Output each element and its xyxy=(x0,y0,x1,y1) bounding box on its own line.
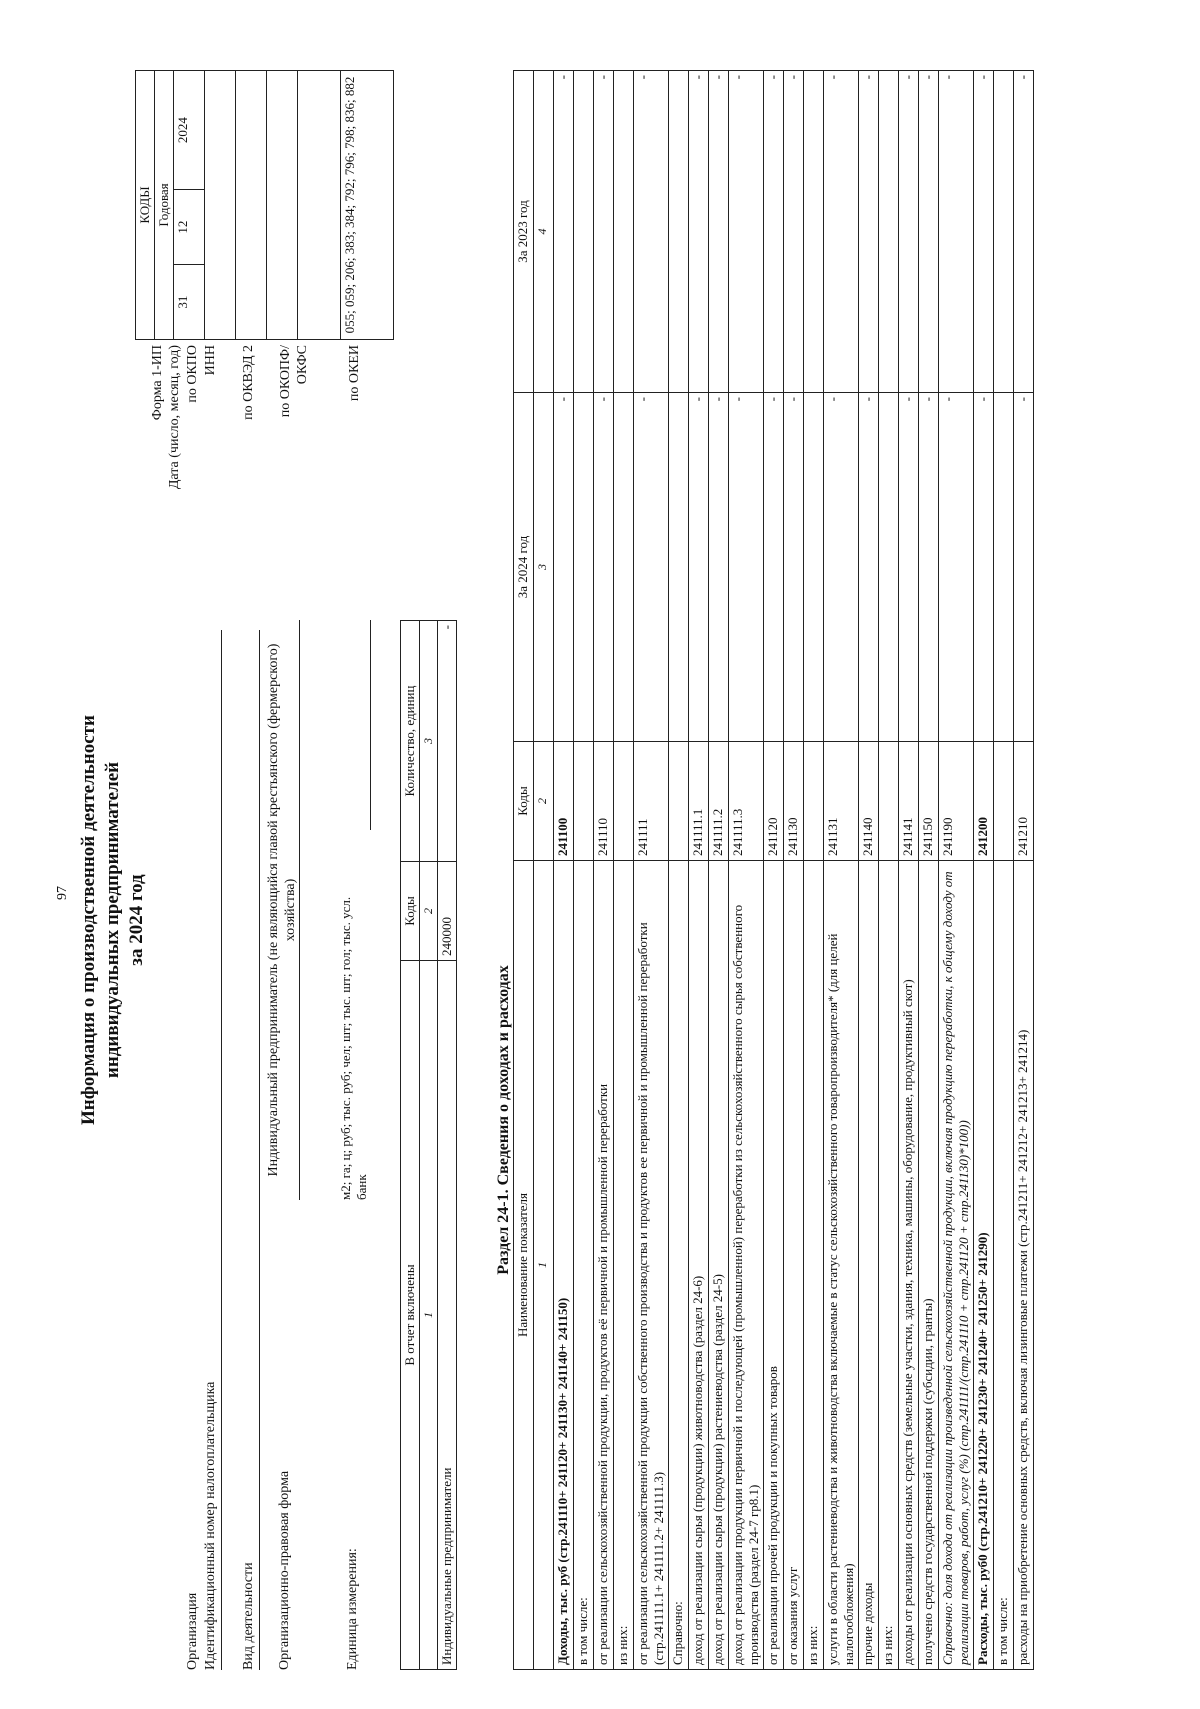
table-row xyxy=(974,71,994,1670)
included-index-3: 3 xyxy=(420,621,438,862)
row-value-2023: - xyxy=(859,71,879,393)
row-value-2024: - xyxy=(709,393,729,742)
row-value-2023 xyxy=(804,71,824,393)
row-code: 241141 xyxy=(899,742,919,861)
included-table xyxy=(400,620,457,1670)
row-name: доход от реализации продукции первичной и последующей (промышленной) переработки из сельскохозяйственного сырья собственного производства (раздел 24-7 гр8.1) xyxy=(729,861,764,1670)
row-value-2024 xyxy=(994,393,1014,742)
row-value-2024 xyxy=(574,393,594,742)
day-cell: 31 xyxy=(174,265,205,340)
row-value-2023 xyxy=(994,71,1014,393)
table-row xyxy=(689,71,709,1670)
row-name: доход от реализации сырья (продукции) растениеводства (раздел 24-5) xyxy=(709,861,729,1670)
table-row xyxy=(804,71,824,1670)
row-value-2023 xyxy=(574,71,594,393)
row-value-2023: - xyxy=(784,71,804,393)
okved-label: по ОКВЭД 2 xyxy=(241,345,256,420)
document-title xyxy=(77,500,149,1340)
title-line-3: за 2024 год xyxy=(126,874,147,966)
header-2024: За 2024 год xyxy=(514,393,534,742)
included-index-2: 2 xyxy=(420,862,438,961)
index-2: 2 xyxy=(534,742,554,861)
row-name: услуги в области растениеводства и животноводства включаемые в статус сельскохозяйственного товаропроизводителя* (для целей налогообложения) xyxy=(824,861,859,1670)
row-code xyxy=(669,742,689,861)
row-value-2023 xyxy=(669,71,689,393)
included-header-code: Коды xyxy=(401,862,420,961)
row-value-2024 xyxy=(804,393,824,742)
table-row xyxy=(899,71,919,1670)
row-value-2023: - xyxy=(634,71,669,393)
table-row xyxy=(554,71,574,1670)
organization-label: Организация xyxy=(185,1592,200,1670)
table-row xyxy=(859,71,879,1670)
row-code: 241120 xyxy=(764,742,784,861)
row-value-2023: - xyxy=(709,71,729,393)
row-name: в том числе: xyxy=(994,861,1014,1670)
row-value-2023: - xyxy=(919,71,939,393)
inn-cell xyxy=(236,71,267,340)
inn-label: ИНН xyxy=(203,345,218,376)
activity-label: Вид деятельности xyxy=(241,1562,256,1670)
row-code: 241100 xyxy=(554,742,574,861)
row-code: 241131 xyxy=(824,742,859,861)
header-code: Коды xyxy=(514,742,534,861)
unit-underline xyxy=(370,620,371,830)
row-code: 241111.2 xyxy=(709,742,729,861)
row-code: 241111.1 xyxy=(689,742,709,861)
inn-underline xyxy=(205,630,222,1670)
row-name: Расходы, тыс. руб0 (стр.241210+ 241220+ 241230+ 241240+ 241250+ 241290) xyxy=(974,861,994,1670)
row-value-2024: - xyxy=(1014,393,1034,742)
table-row xyxy=(784,71,804,1670)
table-row xyxy=(1014,71,1034,1670)
row-value-2024: - xyxy=(974,393,994,742)
year-cell: 2024 xyxy=(174,71,205,190)
row-name: от реализации сельскохозяйственной продукции собственного производства и продуктов ее первичной и промышленной переработки (стр.241111.1+ 241111.2+ 241111.3) xyxy=(634,861,669,1670)
included-row-code: 240000 xyxy=(438,862,457,961)
row-value-2023 xyxy=(614,71,634,393)
row-value-2023: - xyxy=(594,71,614,393)
row-value-2024: - xyxy=(859,393,879,742)
row-name: Справочно: доля дохода от реализации произведенной сельскохозяйственной продукции, включая продукцию переработки, к общему доходу от реализации товаров, работ, услуг (%) (стр.241111/(стр.241110 + стр.241120 + стр.241130)*100)) xyxy=(939,861,974,1670)
table-row xyxy=(574,71,594,1670)
row-value-2023: - xyxy=(1014,71,1034,393)
row-code xyxy=(879,742,899,861)
row-value-2023: - xyxy=(554,71,574,393)
table-row xyxy=(879,71,899,1670)
page-number: 97 xyxy=(55,886,70,900)
row-code: 241210 xyxy=(1014,742,1034,861)
row-code: 241130 xyxy=(784,742,804,861)
index-4: 4 xyxy=(534,71,554,393)
row-value-2024: - xyxy=(634,393,669,742)
row-code: 241111 xyxy=(634,742,669,861)
section-title: Раздел 24-1. Сведения о доходах и расходах xyxy=(495,965,512,1275)
row-name: Доходы, тыс. руб (стр.241110+ 241120+ 241130+ 241140+ 241150) xyxy=(554,861,574,1670)
row-name: в том числе: xyxy=(574,861,594,1670)
codes-box xyxy=(135,70,394,340)
included-header-qty: Количество, единиц xyxy=(401,621,420,862)
row-value-2023: - xyxy=(939,71,974,393)
row-code: 241110 xyxy=(594,742,614,861)
row-name: из них: xyxy=(804,861,824,1670)
row-value-2023: - xyxy=(689,71,709,393)
row-value-2024: - xyxy=(899,393,919,742)
row-value-2024: - xyxy=(729,393,764,742)
table-row xyxy=(634,71,669,1670)
rotated-document xyxy=(55,50,1145,1670)
row-value-2023: - xyxy=(974,71,994,393)
row-code: 241150 xyxy=(919,742,939,861)
row-code: 241200 xyxy=(974,742,994,861)
index-3: 3 xyxy=(534,393,554,742)
index-1: 1 xyxy=(534,861,554,1670)
row-value-2024: - xyxy=(919,393,939,742)
table-row xyxy=(614,71,634,1670)
row-name: из них: xyxy=(614,861,634,1670)
okopf-cell xyxy=(298,71,341,340)
row-value-2023 xyxy=(879,71,899,393)
okopf-label: по ОКОПФ/ ОКФС xyxy=(278,345,310,418)
okpo-label: по ОКПО xyxy=(185,345,200,403)
okpo-cell xyxy=(205,71,236,340)
row-value-2024: - xyxy=(594,393,614,742)
row-value-2024 xyxy=(614,393,634,742)
header-name: Наименование показателя xyxy=(514,861,534,1670)
row-value-2023: - xyxy=(824,71,859,393)
row-code xyxy=(994,742,1014,861)
table-row xyxy=(919,71,939,1670)
row-name: получено средств государственной поддержки (субсидии, гранты) xyxy=(919,861,939,1670)
date-label: Дата (число, месяц, год) xyxy=(167,345,182,490)
row-name: от оказания услуг xyxy=(784,861,804,1670)
row-code: 241190 xyxy=(939,742,974,861)
row-value-2024 xyxy=(879,393,899,742)
unit-label: Единица измерения: xyxy=(345,1548,360,1670)
row-value-2023: - xyxy=(764,71,784,393)
included-index-1: 1 xyxy=(420,961,438,1670)
section-table-body xyxy=(554,71,1034,1670)
table-row xyxy=(594,71,614,1670)
okei-label: по ОКЕИ xyxy=(347,345,362,402)
section-table xyxy=(513,70,1034,1670)
row-code: 241140 xyxy=(859,742,879,861)
row-name: расходы на приобретение основных средств, включая лизинговые платежи (стр.241211+ 241212+ 241213+ 241214) xyxy=(1014,861,1034,1670)
title-line-1: Информация о производственной деятельности xyxy=(78,715,99,1125)
row-value-2024: - xyxy=(784,393,804,742)
unit-value: м2; га; ц; руб; тыс. руб; чел; шт; тыс. шт; гол; тыс. усл. банк xyxy=(338,896,369,1200)
row-name: доходы от реализации основных средств (земельные участки, здания, техника, машины, оборудование, продуктивный скот) xyxy=(899,861,919,1670)
row-value-2024: - xyxy=(689,393,709,742)
row-value-2024: - xyxy=(764,393,784,742)
table-row xyxy=(709,71,729,1670)
codes-header: КОДЫ xyxy=(136,71,155,340)
row-name: от реализации прочей продукции и покупных товаров xyxy=(764,861,784,1670)
table-row xyxy=(669,71,689,1670)
included-row-value: - xyxy=(438,621,457,862)
row-name: прочие доходы xyxy=(859,861,879,1670)
opf-label: Организационно-правовая форма xyxy=(277,1470,292,1670)
row-code xyxy=(804,742,824,861)
table-row xyxy=(994,71,1014,1670)
okei-cell: 055; 059; 206; 383; 384; 792; 796; 798; 836; 882 xyxy=(341,71,394,340)
table-row xyxy=(824,71,859,1670)
row-name: доход от реализации сырья (продукции) животноводства (раздел 24-6) xyxy=(689,861,709,1670)
table-row xyxy=(729,71,764,1670)
table-row xyxy=(939,71,974,1670)
month-cell: 12 xyxy=(174,190,205,265)
inn-full-label: Идентификационный номер налогоплательщика xyxy=(203,1381,218,1670)
activity-underline xyxy=(243,630,260,1670)
row-value-2024: - xyxy=(939,393,974,742)
table-row xyxy=(764,71,784,1670)
row-code: 241111.3 xyxy=(729,742,764,861)
title-line-2: индивидуальных предпринимателей xyxy=(102,761,123,1079)
row-name: от реализации сельскохозяйственной продукции, продуктов её первичной и промышленной переработки xyxy=(594,861,614,1670)
row-value-2023: - xyxy=(899,71,919,393)
row-name: Справочно: xyxy=(669,861,689,1670)
form-name: Форма 1-ИП xyxy=(150,345,165,421)
row-name: из них: xyxy=(879,861,899,1670)
included-header-name: В отчет включены xyxy=(401,961,420,1670)
row-code xyxy=(574,742,594,861)
row-value-2024: - xyxy=(554,393,574,742)
row-code xyxy=(614,742,634,861)
opf-value: Индивидуальный предприниматель (не являющийся главой крестьянского (фермерского) хозяйства) xyxy=(265,620,300,1200)
period-cell: Годовая xyxy=(155,71,174,340)
row-value-2023: - xyxy=(729,71,764,393)
okved-cell xyxy=(267,71,298,340)
header-2023: За 2023 год xyxy=(514,71,534,393)
row-value-2024 xyxy=(669,393,689,742)
row-value-2024: - xyxy=(824,393,859,742)
included-row-name: Индивидуальные предприниматели xyxy=(438,961,457,1670)
